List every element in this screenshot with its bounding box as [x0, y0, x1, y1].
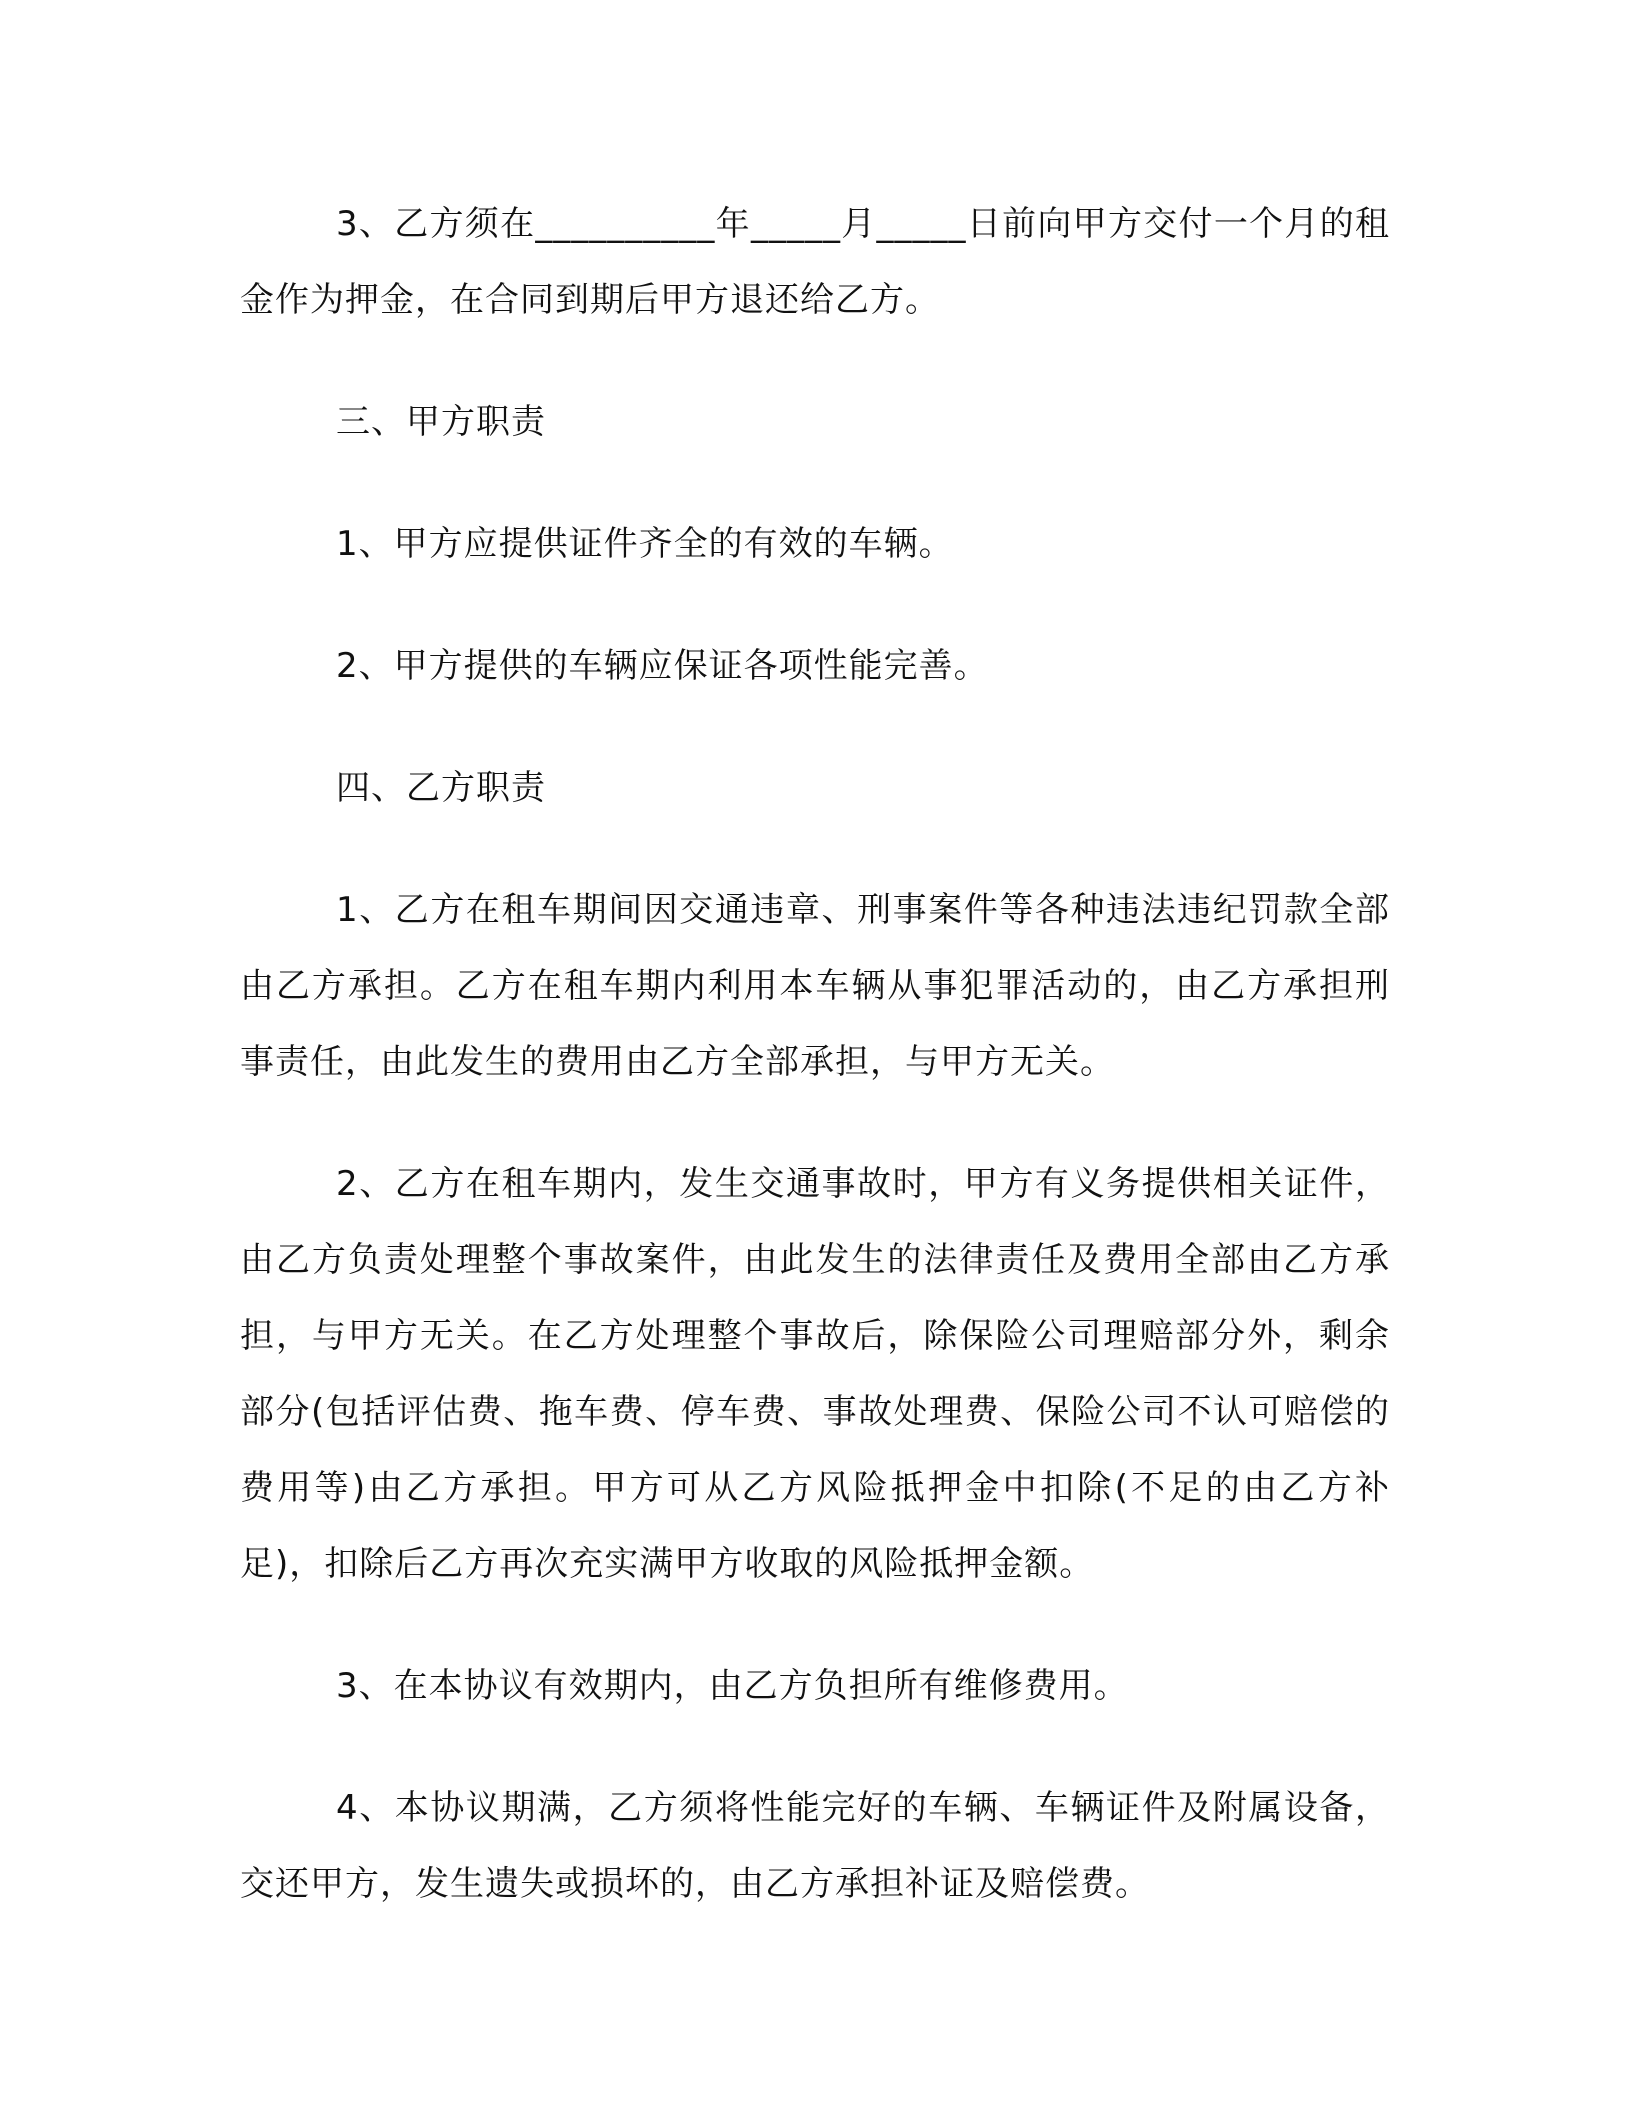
month-label: 月	[840, 204, 877, 244]
party-a-duty-1: 1、甲方应提供证件齐全的有效的车辆。	[336, 524, 954, 564]
party-b-duty-1: 1、乙方在租车期间因交通违章、刑事案件等各种违法违纪罚款全部由乙方承担。乙方在租车期内利用本车辆从事犯罪活动的，由乙方承担刑事责任，由此发生的费用由乙方全部承担，与甲方无关。	[240, 890, 1390, 1082]
party-b-duty-3: 3、在本协议有效期内，由乙方负担所有维修费用。	[336, 1666, 1129, 1706]
year-blank: __________	[535, 204, 716, 244]
year-label: 年	[715, 204, 751, 244]
day-blank: _____	[876, 204, 967, 244]
party-b-duty-4: 4、本协议期满，乙方须将性能完好的车辆、车辆证件及附属设备，交还甲方，发生遗失或损坏的，由乙方承担补证及赔偿费。	[240, 1788, 1390, 1904]
deposit-clause-prefix: 3、乙方须在	[336, 204, 536, 244]
party-a-duty-2: 2、甲方提供的车辆应保证各项性能完善。	[336, 646, 989, 686]
document-body	[240, 186, 1390, 1968]
month-blank: _____	[750, 204, 841, 244]
deposit-clause	[240, 186, 1390, 338]
party-b-duty-2: 2、乙方在租车期内，发生交通事故时，甲方有义务提供相关证件，由乙方负责处理整个事故案件，由此发生的法律责任及费用全部由乙方承担，与甲方无关。在乙方处理整个事故后，除保险公司理赔部分外，剩余部分(包括评估费、拖车费、停车费、事故处理费、保险公司不认可赔偿的费用等)由乙方承担。甲方可从乙方风险抵押金中扣除(不足的由乙方补足)，扣除后乙方再次充实满甲方收取的风险抵押金额。	[240, 1164, 1390, 1584]
deposit-clause-suffix: 日前向甲方交付一个月的租金作为押金，在合同到期后甲方退还给乙方。	[240, 204, 1390, 320]
section-heading-party-b-duties: 四、乙方职责	[336, 768, 546, 808]
section-heading-party-a-duties: 三、甲方职责	[336, 402, 546, 442]
